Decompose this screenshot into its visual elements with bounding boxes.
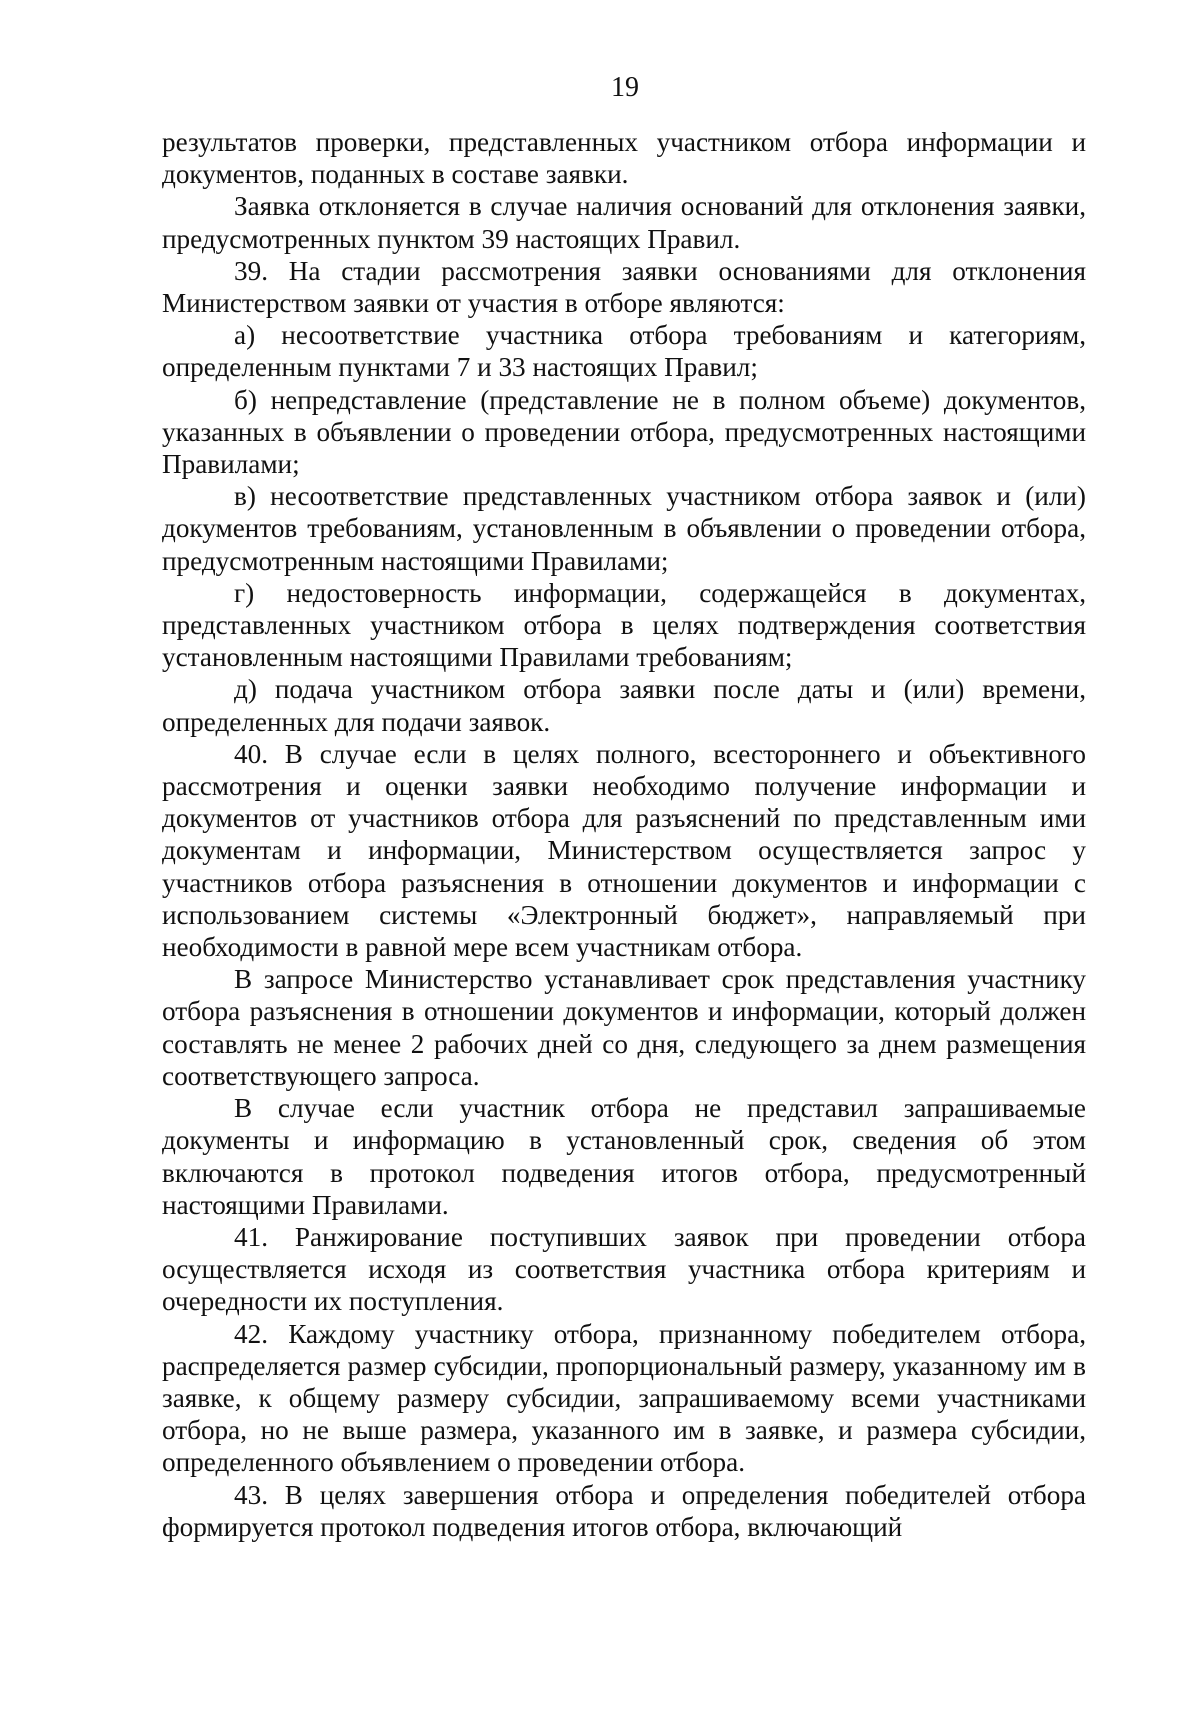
- paragraph: 40. В случае если в целях полного, всестороннего и объективного рассмотрения и оценки заявки необходимо получение информации и документов от участников отбора для разъяснений по представленным ими документам и информации, Министерством осуществляется запрос у участников отбора разъяснения в отношении документов и информации с использованием системы «Электронный бюджет», направляемый при необходимости в равной мере всем участникам отбора.: [162, 738, 1086, 963]
- paragraph: в) несоответствие представленных участником отбора заявок и (или) документов требованиям, установленным в объявлении о проведении отбора, предусмотренным настоящими Правилами;: [162, 481, 1086, 576]
- page-number: 19: [611, 72, 639, 103]
- paragraph: 43. В целях завершения отбора и определения победителей отбора формируется протокол подведения итогов отбора, включающий: [162, 1479, 1086, 1542]
- paragraph: д) подача участником отбора заявки после даты и (или) времени, определенных для подачи заявок.: [162, 674, 1086, 737]
- paragraph: б) непредставление (представление не в полном объеме) документов, указанных в объявлении о проведении отбора, предусмотренных настоящими Правилами;: [162, 384, 1086, 480]
- paragraph: а) несоответствие участника отбора требованиям и категориям, определенным пунктами 7 и 33 настоящих Правил;: [162, 320, 1086, 383]
- paragraph: 41. Ранжирование поступивших заявок при проведении отбора осуществляется исходя из соответствия участника отбора критериям и очередности их поступления.: [162, 1221, 1086, 1317]
- paragraph: В запросе Министерство устанавливает срок представления участнику отбора разъяснения в отношении документов и информации, который должен составлять не менее 2 рабочих дней со дня, следующего за днем размещения соответствующего запроса.: [162, 964, 1086, 1091]
- document-body: [162, 126, 1086, 1543]
- paragraph: результатов проверки, представленных участником отбора информации и документов, поданных в составе заявки.: [162, 127, 1086, 190]
- paragraph: В случае если участник отбора не представил запрашиваемые документы и информацию в установленный срок, сведения об этом включаются в протокол подведения итогов отбора, предусмотренный настоящими Правилами.: [162, 1093, 1086, 1220]
- paragraph: Заявка отклоняется в случае наличия оснований для отклонения заявки, предусмотренных пунктом 39 настоящих Правил.: [162, 191, 1086, 254]
- paragraph: г) недостоверность информации, содержащейся в документах, представленных участником отбора в целях подтверждения соответствия установленным настоящими Правилами требованиям;: [162, 577, 1086, 673]
- paragraph: 39. На стадии рассмотрения заявки основаниями для отклонения Министерством заявки от участия в отборе являются:: [162, 255, 1086, 319]
- paragraph: 42. Каждому участнику отбора, признанному победителем отбора, распределяется размер субсидии, пропорциональный размеру, указанному им в заявке, к общему размеру субсидии, запрашиваемому всеми участниками отбора, но не выше размера, указанного им в заявке, и размера субсидии, определенного объявлением о проведении отбора.: [162, 1318, 1086, 1478]
